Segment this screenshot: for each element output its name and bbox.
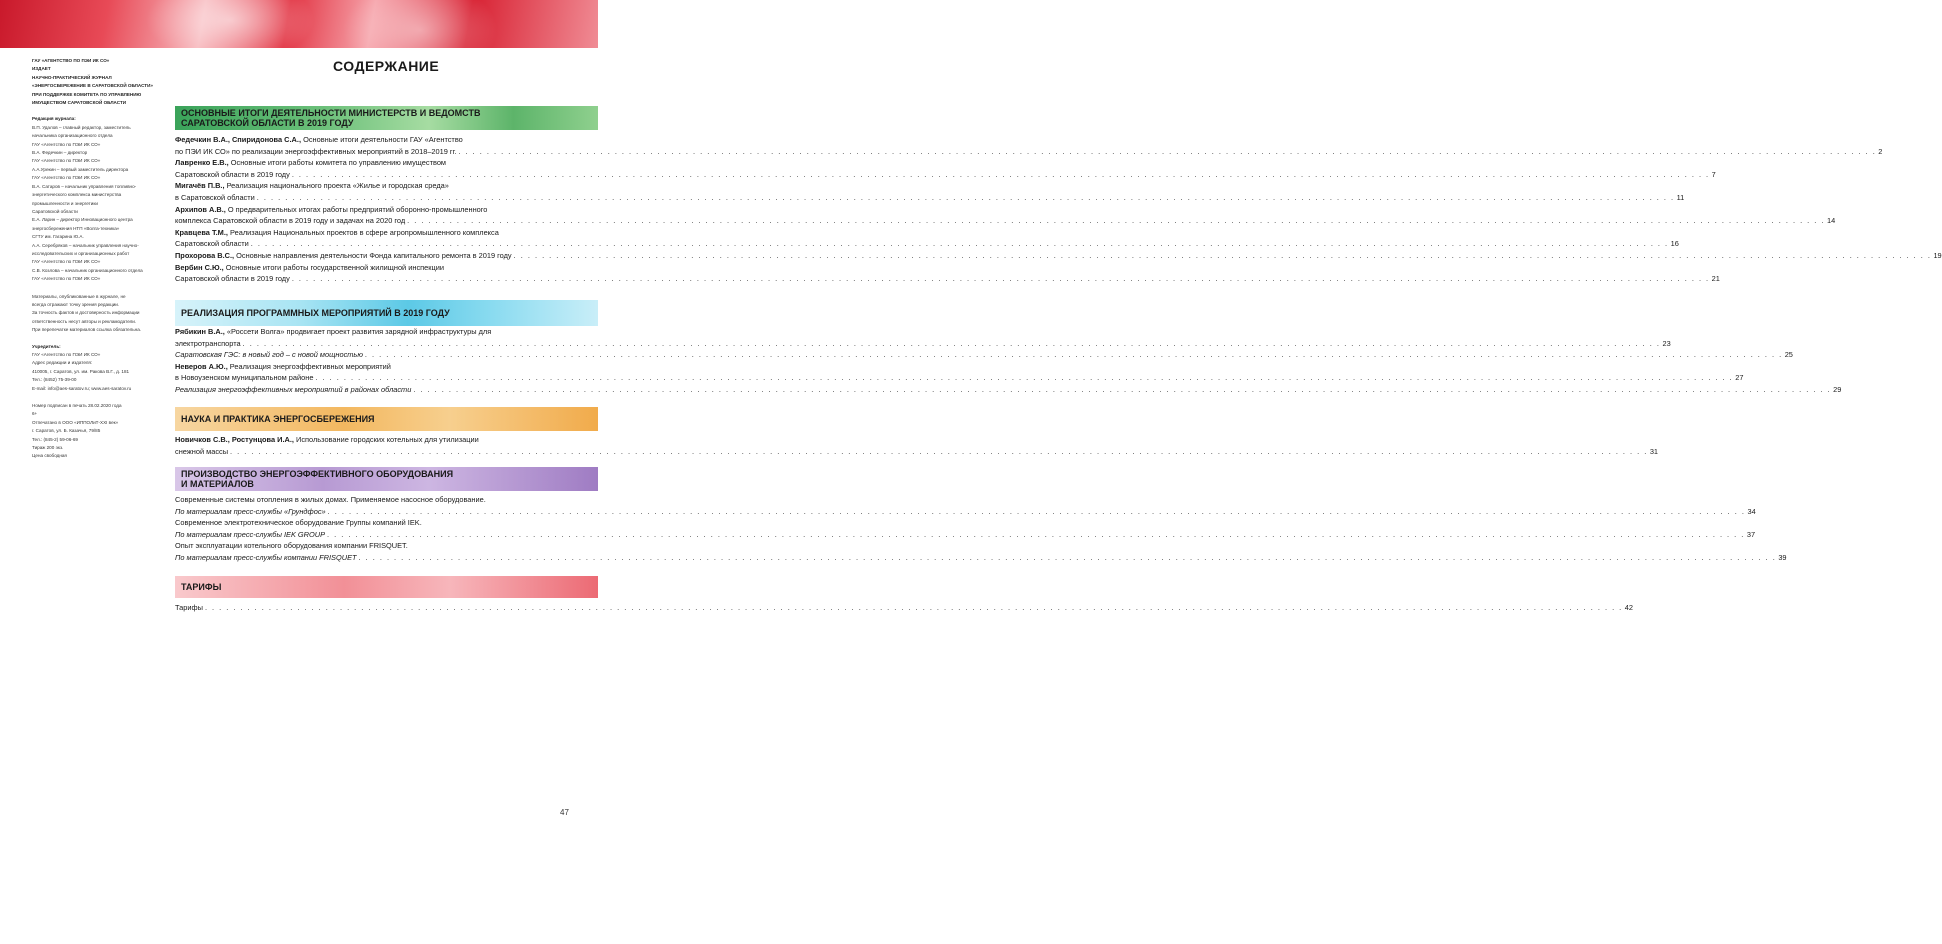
toc-page-number: 37 [1746, 529, 1756, 539]
toc-entry-line[interactable] [175, 349, 1793, 361]
colophon-line: Тел.: (845-2) 59-06-69 [32, 436, 78, 442]
toc-entry-line[interactable] [175, 204, 598, 216]
section-header-science [175, 407, 598, 431]
toc-list-science [175, 434, 1659, 457]
print-info-block [32, 402, 174, 461]
toc-page-number: 23 [1662, 338, 1671, 348]
colophon-line: E-mail: info@aes-saratov.ru; www.aes-saratov.ru [32, 385, 132, 391]
toc-entry-text: Саратовской области в 2019 году [175, 274, 290, 284]
toc-entry-text: Опыт эксплуатации котельного оборудования компании FRISQUET. [175, 541, 408, 551]
colophon-line: Номер подписан в печать 28.02.2020 года [32, 403, 122, 409]
toc-entry-text: Вербин С.Ю., Основные итоги работы государственной жилищной инспекции [175, 262, 444, 272]
toc-entry-text: Тарифы [175, 603, 203, 612]
toc-entry-text: комплекса Саратовской области в 2019 году и задачах на 2020 год [175, 216, 406, 226]
colophon-line: В.А. Сатаров – начальник управления топливно- [32, 183, 137, 189]
colophon-line: ГАУ «Агентство по ПЭИ ИК СО» [32, 141, 101, 147]
colophon-line: всегда отражают точку зрения редакции. [32, 301, 120, 307]
toc-entry-author: Лавренко Е.В., [175, 158, 229, 168]
toc-entry-line[interactable] [175, 180, 598, 192]
colophon-line: 6+ [32, 411, 38, 417]
colophon-line: ИМУЩЕСТВОМ САРАТОВСКОЙ ОБЛАСТИ [32, 100, 127, 106]
toc-entry-text: Современные системы отопления в жилых домах. Применяемое насосное оборудование. [175, 495, 486, 504]
toc-dot-leader: . . . . . . . . . . . . . . . . . . . . . . . . . . . . . . . . . . . . . . . . . . . . . . . . . . . . . . . . . . . . . . . . . . . . . . . . . . . . . . . . . . . . . . . . . . . . . . . . . . . . . . . . . . . . . . . . . . . . . . . . . . . . . . . . . . . . . . . . . . . . . . . . . . . . . . . . . . . . . . . . . . . . . . . . . . . . . . . . . . . . . . . . . . . . . . . . . . . . . . . . [513, 250, 1932, 260]
toc-entry-text: Прохорова В.С., Основные направления деятельности Фонда капитального ремонта в 2019 году [175, 250, 512, 260]
toc-entry-text: Федечкин В.А., Спиридонова С.А., Основные итоги деятельности ГАУ «Агентство [175, 135, 463, 144]
page-number: 47 [560, 808, 569, 817]
toc-entry-text: Саратовской области в 2019 году [175, 169, 290, 179]
toc-list-programs [175, 326, 1842, 396]
toc-entry-line[interactable] [175, 157, 598, 169]
colophon-line: «ЭНЕРГОСБЕРЕЖЕНИЕ В САРАТОВСКОЙ ОБЛАСТИ» [32, 83, 153, 89]
toc-entry-line[interactable] [175, 540, 598, 552]
toc-dot-leader: . . . . . . . . . . . . . . . . . . . . . . . . . . . . . . . . . . . . . . . . . . . . . . . . . . . . . . . . . . . . . . . . . . . . . . . . . . . . . . . . . . . . . . . . . . . . . . . . . . . . . . . . . . . . . . . . . . . . . . . . . . . . . . . . . . . . . . . . . . . . . . . . . . . . . . . . . . . . . . . . . . . . . . . . . . . . . . . . . . . . . . . . . . . . . . . . . . . . . . . . [204, 603, 1623, 612]
colophon-line: ГАУ «АГЕНТСТВО ПО ПЭИ ИК СО» [32, 58, 110, 63]
toc-entry-text: по ПЭИ ИК СО» по реализации энергоэффективных мероприятий в 2018–2019 гг. [175, 146, 457, 156]
toc-entry-text: Саратовской области [175, 239, 249, 249]
toc-entry-line[interactable] [175, 134, 598, 146]
toc-entry-author: Рябикин В.А., [175, 327, 225, 336]
toc-dot-leader: . . . . . . . . . . . . . . . . . . . . . . . . . . . . . . . . . . . . . . . . . . . . . . . . . . . . . . . . . . . . . . . . . . . . . . . . . . . . . . . . . . . . . . . . . . . . . . . . . . . . . . . . . . . . . . . . . . . . . . . . . . . . . . . . . . . . . . . . . . . . . . . . . . . . . . . . . . . . . . . . . . . . . . . . . . . . . . . . . . . . . . . . . . . . . . . . . . . . . . . . [256, 192, 1675, 202]
colophon-line: энергосбережения НТП «Волга-техника» [32, 225, 120, 231]
toc-entry-text: в Саратовской области [175, 192, 255, 202]
toc-entry-line[interactable] [175, 494, 598, 506]
publisher-block [32, 57, 174, 107]
toc-page-number: 42 [1624, 603, 1633, 612]
toc-entry-line[interactable] [175, 262, 598, 274]
toc-entry-line[interactable] [175, 169, 1716, 181]
toc-entry-text: электротранспорта [175, 338, 241, 348]
toc-entry-author: Новичков С.В., Ростунцова И.А., [175, 435, 294, 444]
toc-entry-text: По материалам пресс-службы «Грундфос» [175, 506, 326, 516]
toc-dot-leader: . . . . . . . . . . . . . . . . . . . . . . . . . . . . . . . . . . . . . . . . . . . . . . . . . . . . . . . . . . . . . . . . . . . . . . . . . . . . . . . . . . . . . . . . . . . . . . . . . . . . . . . . . . . . . . . . . . . . . . . . . . . . . . . . . . . . . . . . . . . . . . . . . . . . . . . . . . . . . . . . . . . . . . . . . . . . . . . . . . . . . . . . . . . . . . . . . . . . . . . . [327, 506, 1746, 516]
toc-entry-line[interactable] [175, 146, 1883, 158]
toc-dot-leader: . . . . . . . . . . . . . . . . . . . . . . . . . . . . . . . . . . . . . . . . . . . . . . . . . . . . . . . . . . . . . . . . . . . . . . . . . . . . . . . . . . . . . . . . . . . . . . . . . . . . . . . . . . . . . . . . . . . . . . . . . . . . . . . . . . . . . . . . . . . . . . . . . . . . . . . . . . . . . . . . . . . . . . . . . . . . . . . . . . . . . . . . . . . . . . . . . . . . . . . . [230, 446, 1648, 456]
toc-page-number: 16 [1670, 239, 1679, 249]
toc-page-number: 2 [1878, 146, 1883, 156]
toc-dot-leader: . . . . . . . . . . . . . . . . . . . . . . . . . . . . . . . . . . . . . . . . . . . . . . . . . . . . . . . . . . . . . . . . . . . . . . . . . . . . . . . . . . . . . . . . . . . . . . . . . . . . . . . . . . . . . . . . . . . . . . . . . . . . . . . . . . . . . . . . . . . . . . . . . . . . . . . . . . . . . . . . . . . . . . . . . . . . . . . . . . . . . . . . . . . . . . . . . . . . . . . . [291, 169, 1710, 179]
colophon-line: Е.А. Ларин – директор Инновационного центра [32, 217, 133, 223]
toc-entry-line[interactable] [175, 434, 598, 446]
colophon-line: ИЗДАЕТ [32, 66, 51, 72]
toc-entry-line[interactable] [175, 552, 1787, 564]
colophon-line: В.П. Удалов – главный редактор, заместитель [32, 124, 131, 130]
toc-entry-text: Современное электротехническое оборудование Группы компаний IEK. [175, 518, 422, 528]
toc-dot-leader: . . . . . . . . . . . . . . . . . . . . . . . . . . . . . . . . . . . . . . . . . . . . . . . . . . . . . . . . . . . . . . . . . . . . . . . . . . . . . . . . . . . . . . . . . . . . . . . . . . . . . . . . . . . . . . . . . . . . . . . . . . . . . . . . . . . . . . . . . . . . . . . . . . . . . . . . . . . . . . . . . . . . . . . . . . . . . . . . . . . . . . . . . . . . . . . . . . . . . . . . [250, 239, 1669, 249]
colophon-line: Саратовской области [32, 208, 78, 214]
toc-page-number: 25 [1784, 350, 1793, 360]
colophon-line: Материалы, опубликованные в журнале, не [32, 293, 126, 299]
toc-entry-author: Неверов А.Ю., [175, 361, 228, 371]
toc-dot-leader: . . . . . . . . . . . . . . . . . . . . . . . . . . . . . . . . . . . . . . . . . . . . . . . . . . . . . . . . . . . . . . . . . . . . . . . . . . . . . . . . . . . . . . . . . . . . . . . . . . . . . . . . . . . . . . . . . . . . . . . . . . . . . . . . . . . . . . . . . . . . . . . . . . . . . . . . . . . . . . . . . . . . . . . . . . . . . . . . . . . . . . . . . . . . . . . . . . . . . . . . [315, 373, 1734, 383]
section-title-line: ТАРИФЫ [181, 582, 222, 592]
founder-block [32, 351, 174, 393]
toc-entry-line[interactable] [175, 446, 1659, 458]
toc-entry-text: Архипов А.В., О предварительных итогах работы предприятий оборонно-промышленного [175, 204, 488, 214]
toc-entry-text: Рябикин В.А., «Россети Волга» продвигает проект развития зарядной инфраструктуры для [175, 327, 492, 336]
toc-entry-line[interactable] [175, 372, 1744, 384]
toc-entry-text: снежной массы [175, 446, 229, 456]
toc-page-number: 7 [1711, 169, 1716, 179]
section-header-ministries [175, 106, 598, 130]
colophon [32, 57, 174, 461]
colophon-line: начальника организационного отдела [32, 133, 113, 139]
toc-entry-line[interactable] [175, 529, 1756, 541]
toc-entry-text: Саратовская ГЭС: в новый год – с новой мощностью [175, 350, 363, 360]
toc-page-number: 14 [1826, 216, 1836, 226]
section-title-line: ПРОИЗВОДСТВО ЭНЕРГОЭФФЕКТИВНОГО ОБОРУДОВАНИЯ [181, 469, 454, 479]
toc-entry-author: Архипов А.В., [175, 204, 226, 214]
colophon-line: г. Саратов, ул. Б. Казачья, 79/85 [32, 428, 101, 434]
toc-entry-text: По материалам пресс-службы компании FRISQUET [175, 552, 357, 562]
toc-entry-line[interactable] [175, 361, 598, 373]
toc-list-tariffs [175, 602, 1633, 614]
toc-entry-text: По материалам пресс-службы IEK GROUP [175, 529, 326, 539]
colophon-line: С.В. Козлова – начальник организационного отдела [32, 267, 143, 273]
toc-page-number: 19 [1933, 250, 1942, 260]
colophon-line: ГАУ «Агентство по ПЭИ ИК СО» [32, 352, 101, 357]
section-title-line: НАУКА И ПРАКТИКА ЭНЕРГОСБЕРЕЖЕНИЯ [181, 414, 375, 424]
toc-page-number: 27 [1735, 373, 1744, 383]
colophon-line: 410005, г. Саратов, ул. им. Ракова В.Г., д. 181 [32, 368, 130, 374]
toc-dot-leader: . . . . . . . . . . . . . . . . . . . . . . . . . . . . . . . . . . . . . . . . . . . . . . . . . . . . . . . . . . . . . . . . . . . . . . . . . . . . . . . . . . . . . . . . . . . . . . . . . . . . . . . . . . . . . . . . . . . . . . . . . . . . . . . . . . . . . . . . . . . . . . . . . . . . . . . . . . . . . . . . . . . . . . . . . . . . . . . . . . . . . . . . . . . . . . . . . . . . . . . . [358, 552, 1777, 562]
toc-entry-text: Неверов А.Ю., Реализация энергоэффективных мероприятий [175, 361, 391, 371]
colophon-line: Цена свободная [32, 453, 67, 459]
colophon-line: НАУЧНО-ПРАКТИЧЕСКИЙ ЖУРНАЛ [32, 74, 112, 80]
section-header-programs [175, 300, 598, 326]
toc-entry-line[interactable] [175, 506, 1756, 518]
decorative-header-banner [0, 0, 598, 48]
colophon-line: ГАУ «Агентство по ПЭИ ИК СО» [32, 175, 101, 181]
colophon-line: промышленности и энергетики [32, 200, 98, 206]
editorial-heading: Редакция журнала: [32, 116, 76, 122]
colophon-line: При перепечатке материалов ссылка обязательна. [32, 327, 142, 333]
toc-dot-leader: . . . . . . . . . . . . . . . . . . . . . . . . . . . . . . . . . . . . . . . . . . . . . . . . . . . . . . . . . . . . . . . . . . . . . . . . . . . . . . . . . . . . . . . . . . . . . . . . . . . . . . . . . . . . . . . . . . . . . . . . . . . . . . . . . . . . . . . . . . . . . . . . . . . . . . . . . . . . . . . . . . . . . . . . . . . . . . . . . . . . . . . . . . . . . . . . . . . . . . . . [327, 529, 1745, 539]
colophon-line: ответственность несут авторы и рекламодатели. [32, 318, 137, 324]
colophon-line: ГАУ «Агентство по ПЭИ ИК СО» [32, 259, 101, 265]
toc-entry-line[interactable] [175, 215, 1836, 227]
toc-entry-text: Новичков С.В., Ростунцова И.А., Использование городских котельных для утилизации [175, 435, 479, 444]
toc-page-number: 34 [1747, 506, 1756, 516]
toc-entry-line[interactable] [175, 384, 1842, 396]
colophon-line: Отпечатано в ООО «ИППОЛиТ-XXI век» [32, 419, 119, 425]
toc-entry-author: Кравцева Т.М., [175, 227, 228, 237]
toc-dot-leader: . . . . . . . . . . . . . . . . . . . . . . . . . . . . . . . . . . . . . . . . . . . . . . . . . . . . . . . . . . . . . . . . . . . . . . . . . . . . . . . . . . . . . . . . . . . . . . . . . . . . . . . . . . . . . . . . . . . . . . . . . . . . . . . . . . . . . . . . . . . . . . . . . . . . . . . . . . . . . . . . . . . . . . . . . . . . . . . . . . . . . . . . . . . . . . . . . . . . . . . . [364, 350, 1783, 360]
toc-page-number: 11 [1676, 192, 1685, 202]
toc-entry-text: Кравцева Т.М., Реализация Национальных проектов в сфере агропромышленного комплекса [175, 227, 499, 237]
editorial-board [32, 124, 174, 284]
colophon-line: А.А.Урекин – первый заместитель директора [32, 166, 129, 172]
colophon-line: энергетического комплекса министерства [32, 192, 122, 198]
section-title-line: САРАТОВСКОЙ ОБЛАСТИ В 2019 ГОДУ [181, 118, 354, 128]
toc-entry-text: Лавренко Е.В., Основные итоги работы комитета по управлению имуществом [175, 158, 447, 168]
toc-entry-text: в Новоузенском муниципальном районе [175, 373, 314, 383]
colophon-line: Тираж 200 экз. [32, 445, 64, 451]
colophon-line: А.А. Серебряков – начальник управления научно- [32, 242, 139, 248]
colophon-line: ПРИ ПОДДЕРЖКЕ КОМИТЕТА ПО УПРАВЛЕНИЮ [32, 91, 142, 97]
toc-entry-line[interactable] [175, 338, 1671, 350]
section-title-line: ОСНОВНЫЕ ИТОГИ ДЕЯТЕЛЬНОСТИ МИНИСТЕРСТВ И ВЕДОМСТВ [181, 108, 481, 118]
toc-entry-line[interactable] [175, 238, 1679, 250]
toc-dot-leader: . . . . . . . . . . . . . . . . . . . . . . . . . . . . . . . . . . . . . . . . . . . . . . . . . . . . . . . . . . . . . . . . . . . . . . . . . . . . . . . . . . . . . . . . . . . . . . . . . . . . . . . . . . . . . . . . . . . . . . . . . . . . . . . . . . . . . . . . . . . . . . . . . . . . . . . . . . . . . . . . . . . . . . . . . . . . . . . . . . . . . . . . . . . . . . . . . . . . . . . . [413, 384, 1832, 394]
toc-entry-line[interactable] [175, 227, 598, 239]
colophon-line: ГАУ «Агентство по ПЭИ ИК СО» [32, 158, 101, 164]
toc-entry-line[interactable] [175, 192, 1685, 204]
toc-entry-author: Вербин С.Ю., [175, 262, 224, 272]
toc-dot-leader: . . . . . . . . . . . . . . . . . . . . . . . . . . . . . . . . . . . . . . . . . . . . . . . . . . . . . . . . . . . . . . . . . . . . . . . . . . . . . . . . . . . . . . . . . . . . . . . . . . . . . . . . . . . . . . . . . . . . . . . . . . . . . . . . . . . . . . . . . . . . . . . . . . . . . . . . . . . . . . . . . . . . . . . . . . . . . . . . . . . . . . . . . . . . . . . . . . . . . . . . [291, 274, 1710, 284]
toc-entry-author: Прохорова В.С., [175, 250, 235, 260]
section-title-line: РЕАЛИЗАЦИЯ ПРОГРАММНЫХ МЕРОПРИЯТИЙ В 2019 ГОДУ [181, 308, 450, 318]
toc-dot-leader: . . . . . . . . . . . . . . . . . . . . . . . . . . . . . . . . . . . . . . . . . . . . . . . . . . . . . . . . . . . . . . . . . . . . . . . . . . . . . . . . . . . . . . . . . . . . . . . . . . . . . . . . . . . . . . . . . . . . . . . . . . . . . . . . . . . . . . . . . . . . . . . . . . . . . . . . . . . . . . . . . . . . . . . . . . . . . . . . . . . . . . . . . . . . . . . . . . . . . . . . [407, 216, 1825, 226]
toc-dot-leader: . . . . . . . . . . . . . . . . . . . . . . . . . . . . . . . . . . . . . . . . . . . . . . . . . . . . . . . . . . . . . . . . . . . . . . . . . . . . . . . . . . . . . . . . . . . . . . . . . . . . . . . . . . . . . . . . . . . . . . . . . . . . . . . . . . . . . . . . . . . . . . . . . . . . . . . . . . . . . . . . . . . . . . . . . . . . . . . . . . . . . . . . . . . . . . . . . . . . . . . . [242, 338, 1661, 348]
toc-page-number: 29 [1833, 384, 1842, 394]
toc-page-number: 39 [1778, 552, 1787, 562]
toc-page-number: 31 [1649, 446, 1659, 456]
toc-entry-line[interactable] [175, 602, 1633, 614]
colophon-line: Адрес редакции и издателя: [32, 360, 93, 366]
section-title-line: И МАТЕРИАЛОВ [181, 479, 254, 489]
section-header-production [175, 467, 598, 491]
colophon-line: ГАУ «Агентство по ПЭИ ИК СО» [32, 276, 101, 282]
toc-entry-line[interactable] [175, 326, 598, 338]
founder-heading: Учредитель: [32, 343, 61, 349]
toc-entry-text: Реализация энергоэффективных мероприятий в районах области [175, 384, 412, 394]
colophon-line: За точность фактов и достоверность информации [32, 310, 140, 316]
toc-list-production [175, 494, 1787, 564]
toc-entry-line[interactable] [175, 517, 598, 529]
colophon-line: СГТУ им. Гагарина Ю.А. [32, 234, 84, 240]
toc-page-number: 21 [1711, 274, 1720, 284]
page-title: СОДЕРЖАНИЕ [333, 58, 440, 74]
colophon-line: исследовательских и организационных работ [32, 250, 130, 256]
toc-entry-author: Федечкин В.А., Спиридонова С.А., [175, 135, 302, 144]
toc-list-ministries [175, 134, 1942, 285]
colophon-line: Тел.: (8452) 75-39-00 [32, 377, 77, 383]
toc-entry-line[interactable] [175, 250, 1942, 262]
section-header-tariffs [175, 576, 598, 598]
colophon-line: В.А. Федечкин – директор [32, 150, 88, 156]
toc-dot-leader: . . . . . . . . . . . . . . . . . . . . . . . . . . . . . . . . . . . . . . . . . . . . . . . . . . . . . . . . . . . . . . . . . . . . . . . . . . . . . . . . . . . . . . . . . . . . . . . . . . . . . . . . . . . . . . . . . . . . . . . . . . . . . . . . . . . . . . . . . . . . . . . . . . . . . . . . . . . . . . . . . . . . . . . . . . . . . . . . . . . . . . . . . . . . . . . . . . . . . . . . [458, 146, 1877, 156]
toc-entry-author: Мигачёв П.В., [175, 181, 225, 191]
toc-entry-text: Мигачёв П.В., Реализация национального проекта «Жилье и городская среда» [175, 181, 449, 191]
toc-entry-line[interactable] [175, 273, 1720, 285]
disclaimer-block [32, 293, 174, 335]
